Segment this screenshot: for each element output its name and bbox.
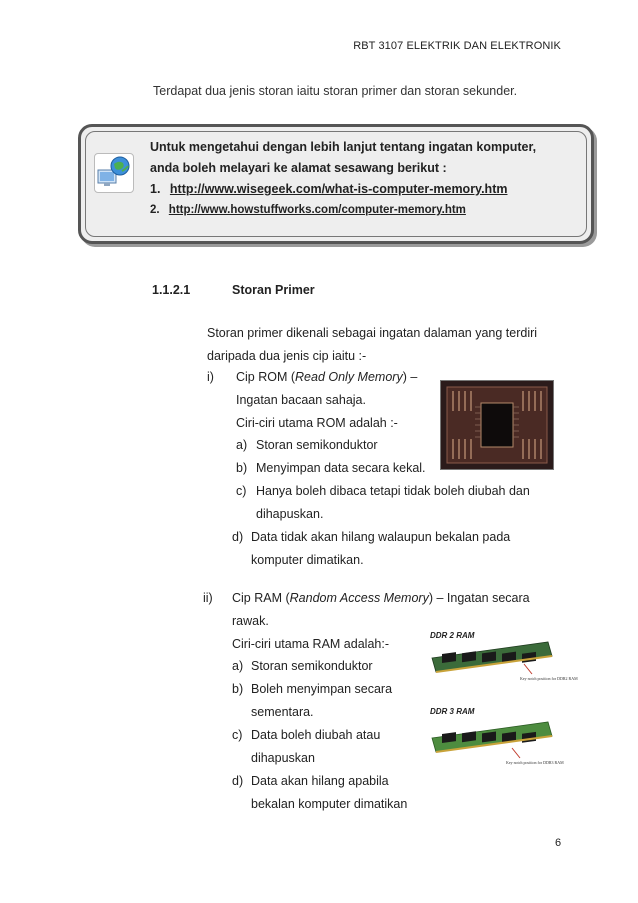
rom-title-b: ) –: [402, 370, 418, 384]
rom-item-b: Menyimpan data secara kekal.: [256, 461, 426, 475]
ddr3-label: DDR 3 RAM: [430, 707, 475, 716]
page-number: 6: [555, 837, 562, 849]
rom-features-heading: Ciri-ciri utama ROM adalah :-: [236, 416, 398, 430]
ddr3-note: Key notch position for DDR3 RAM: [506, 760, 564, 765]
rom-item-c-num: c): [236, 484, 247, 498]
globe-computer-icon: [94, 153, 134, 193]
link-1-number: 1.: [150, 182, 161, 196]
rom-item-a: Storan semikonduktor: [256, 438, 378, 452]
rom-title-em: Read Only Memory: [295, 370, 403, 384]
ram-item-a-num: a): [232, 659, 244, 673]
ram-item-d: Data akan hilang apabila: [251, 774, 389, 788]
ram-title-em: Random Access Memory: [289, 591, 429, 605]
ram-title-line-2: rawak.: [232, 614, 269, 628]
rom-title-a: Cip ROM (: [236, 370, 296, 384]
link-2-number: 2.: [150, 204, 160, 216]
rom-item-a-num: a): [236, 438, 248, 452]
infobox-line-2: anda boleh melayari ke alamat sesawang berikut :: [150, 161, 447, 175]
ram-title-b: ) – Ingatan secara: [428, 591, 530, 605]
ram-item-b-num: b): [232, 682, 244, 696]
para-line-1: Storan primer dikenali sebagai ingatan dalaman yang terdiri: [207, 326, 538, 340]
ddr2-ram-image: [428, 628, 578, 688]
section-title: Storan Primer: [232, 283, 315, 297]
ram-item-a: Storan semikonduktor: [251, 659, 373, 673]
ram-item-d-num: d): [232, 774, 244, 788]
page-header: RBT 3107 ELEKTRIK DAN ELEKTRONIK: [353, 40, 561, 52]
ram-item-c-num: c): [232, 728, 243, 742]
rom-item-d-cont: komputer dimatikan.: [251, 553, 364, 567]
ram-item-d-cont: bekalan komputer dimatikan: [251, 797, 408, 811]
ram-item-c-cont: dihapuskan: [251, 751, 315, 765]
ram-item-b-cont: sementara.: [251, 705, 314, 719]
ram-title: [232, 591, 530, 605]
rom-item-d: Data tidak akan hilang walaupun bekalan pada: [251, 530, 511, 544]
rom-item-c: Hanya boleh dibaca tetapi tidak boleh diubah dan: [256, 484, 530, 498]
link-wisegeek[interactable]: http://www.wisegeek.com/what-is-computer-memory.htm: [169, 182, 508, 196]
section-number: 1.1.2.1: [152, 283, 191, 297]
ddr2-label: DDR 2 RAM: [430, 631, 475, 640]
ddr2-note: Key notch position for DDR2 RAM: [520, 676, 578, 681]
ram-item-b: Boleh menyimpan secara: [251, 682, 393, 696]
rom-item-c-cont: dihapuskan.: [256, 507, 324, 521]
ram-features-heading: Ciri-ciri utama RAM adalah:-: [232, 637, 389, 651]
link-howstuffworks[interactable]: http://www.howstuffworks.com/computer-memory.htm: [168, 204, 466, 216]
rom-desc: Ingatan bacaan sahaja.: [236, 393, 366, 407]
para-line-2: daripada dua jenis cip iaitu :-: [207, 349, 367, 363]
rom-title: [236, 370, 417, 384]
rom-item-d-num: d): [232, 530, 244, 544]
ram-item-c: Data boleh diubah atau: [251, 728, 381, 742]
rom-number: i): [207, 370, 214, 384]
infobox-line-1: Untuk mengetahui dengan lebih lanjut tentang ingatan komputer,: [150, 140, 537, 154]
rom-chip-image: [440, 380, 554, 470]
ram-title-a: Cip RAM (: [232, 591, 290, 605]
ddr3-ram-image: [428, 704, 564, 765]
rom-item-b-num: b): [236, 461, 248, 475]
ram-number: ii): [203, 591, 213, 605]
intro-text: Terdapat dua jenis storan iaitu storan primer dan storan sekunder.: [153, 84, 518, 98]
